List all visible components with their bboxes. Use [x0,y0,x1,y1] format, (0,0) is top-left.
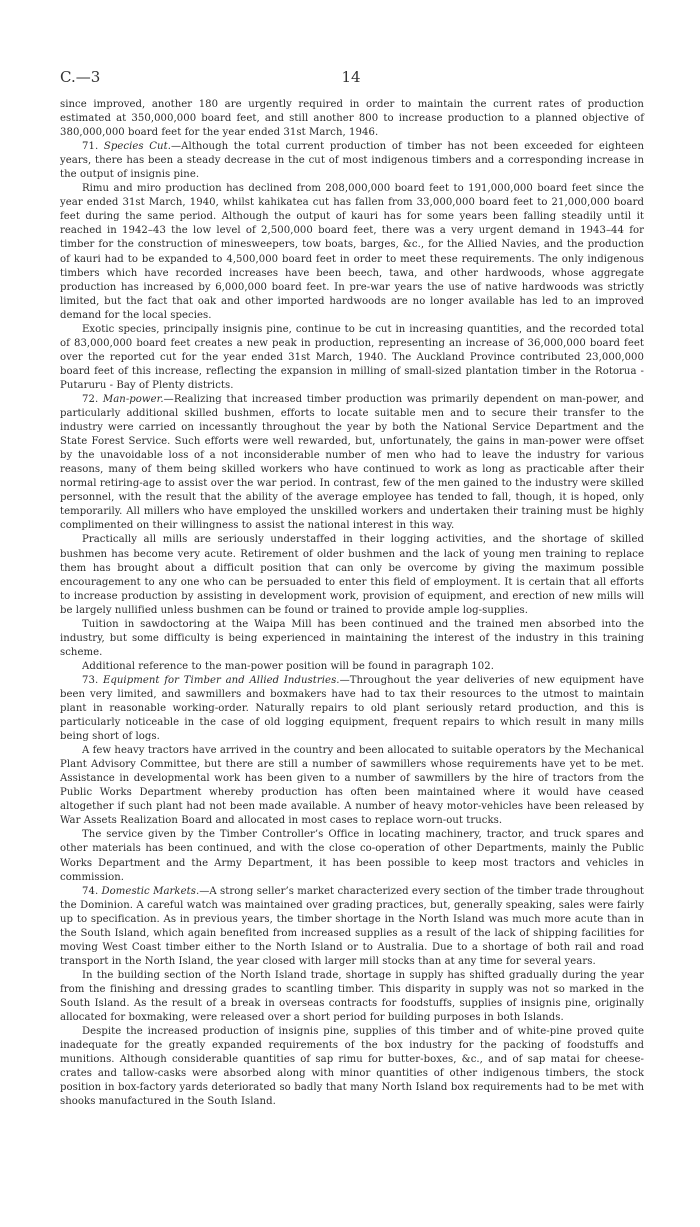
paragraph-74-domestic-markets: 74. Domestic Markets.—A strong seller’s market characterized every section of the timber trade throughout the Dominion. A careful watch was maintained over grading practices, but, generally speaking, sales were fairly up to specification. As in previous years, the timber shortage in the North Island was much more acute than in the South Island, which again benefited from increased supplies as a result of the lack of shipping facilities for moving West Coast timber either to the North Island or to Australia. Due to a shortage of both rail and road transport in the North Island, the year closed with larger mill stocks than at any time for several years. [60,885,644,967]
page-header [60,68,642,88]
section-title: Equipment for Timber and Allied Industries. [102,674,340,686]
section-title: Domestic Markets. [101,885,200,897]
body-text [60,98,644,1109]
page-number: 14 [341,68,361,86]
paragraph-71-species-cut: 71. Species Cut.—Although the total current production of timber has not been exceeded for eighteen years, there has been a steady decrease in the cut of most indigenous timbers and a corresponding increase in the output of insignis pine. [60,141,644,181]
paragraph-continued: since improved, another 180 are urgently required in order to maintain the current rates of production estimated at 350,000,000 board feet, and still another 800 to increase production to a planned objective of 380,000,000 board feet for the year ended 31st March, 1946. [60,99,644,139]
section-title: Species Cut. [103,141,171,153]
paragraph: Exotic species, principally insignis pine, continue to be cut in increasing quantities, and the recorded total of 83,000,000 board feet creates a new peak in production, representing an increase of 36,000,000 board feet over the reported cut for the year ended 31st March, 1940. The Auckland Province contributed 23,000,000 board feet of this increase, reflecting the expansion in milling of small-sized plantation timber in the Rotorua - Putaruru - Bay of Plenty districts. [60,323,644,391]
document-code: C.—3 [60,68,101,86]
paragraph: Rimu and miro production has declined from 208,000,000 board feet to 191,000,000 board feet since the year ended 31st March, 1940, whilst kahikatea cut has fallen from 33,000,000 board feet to 21,000,000 board feet during the same period. Although the output of kauri has for some years been falling steadily until it reached in 1942–43 the low level of 2,500,000 board feet, there was a very urgent demand in 1943–44 for timber for the construction of minesweepers, tow boats, barges, &c., for the Allied Navies, and the production of kauri had to be expanded to 4,500,000 board feet in order to meet these requirements. The only indigenous timbers which have recorded increases have been beech, tawa, and other hardwoods, whose aggregate production has increased by 6,000,000 board feet. In pre-war years the use of native hardwoods was strictly limited, but the fact that oak and other imported hardwoods are no longer available has led to an improved demand for the local species. [60,183,644,321]
section-title: Man-power. [102,393,164,405]
paragraph-72-man-power: 72. Man-power.—Realizing that increased timber production was primarily dependent on man-power, and particularly additional skilled bushmen, efforts to locate suitable men and to secure their transfer to the industry were carried on incessantly throughout the year by both the National Service Department and the State Forest Service. Such efforts were well rewarded, but, unfortunately, the gains in man-power were offset by the unavoidable loss of a not inconsiderable number of men who had to leave the industry for various reasons, many of them being skilled workers who have continued to work as long as practicable after their normal retiring-age to assist over the war period. In contrast, few of the men gained to the industry were skilled personnel, with the result that the ability of the average employee has tended to fall, though, it is hoped, only temporarily. All millers who have employed the unskilled workers and undertaken their training must be highly complimented on their willingness to assist the national interest in this way. [60,393,645,532]
paragraph: Additional reference to the man-power position will be found in paragraph 102. [82,660,494,672]
paragraph: Practically all mills are seriously understaffed in their logging activities, and the shortage of skilled bushmen has become very acute. Retirement of older bushmen and the lack of young men training to replace them has brought about a difficult position that can only be overcome by giving the maximum possible encouragement to any one who can be persuaded to enter this field of employment. It is certain that all efforts to increase production by assisting in development work, provision of equipment, and erection of new mills will be largely nullified unless bushmen can be found or trained to provide ample log-supplies. [60,534,644,616]
paragraph: A few heavy tractors have arrived in the country and been allocated to suitable operators by the Mechanical Plant Advisory Committee, but there are still a number of sawmillers whose requirements have yet to be met. Assistance in developmental work has been given to a number of sawmillers by the hire of tractors from the Public Works Department whereby production has often been maintained where it would have ceased altogether if such plant had not been made available. A number of heavy motor-vehicles have been released by War Assets Realization Board and allocated in most cases to replace worn-out trucks. [60,745,644,827]
paragraph: The service given by the Timber Controller’s Office in locating machinery, tractor, and truck spares and other materials has been continued, and with the close co-operation of other Departments, mainly the Public Works Department and the Army Department, it has been possible to keep most tractors and vehicles in commission. [60,829,644,883]
paragraph: In the building section of the North Island trade, shortage in supply has shifted gradually during the year from the finishing and dressing grades to scantling timber. This disparity in supply was not so marked in the South Island. As the result of a break in overseas contracts for foodstuffs, supplies of insignis pine, originally allocated for boxmaking, were released over a short period for building purposes in both Islands. [60,969,644,1024]
paragraph: Despite the increased production of insignis pine, supplies of this timber and of white-pine proved quite inadequate for the greatly expanded requirements of the box industry for the packing of foodstuffs and munitions. Although considerable quantities of sap rimu for butter-boxes, &c., and of sap matai for cheese-crates and tallow-casks were absorbed along with minor quantities of other indigenous timbers, the stock position in box-factory yards deteriorated so badly that many North Island box requirements had to be met with shooks manufactured in the South Island. [60,1026,644,1108]
paragraph: Tuition in sawdoctoring at the Waipa Mill has been continued and the trained men absorbed into the industry, but some difficulty is being experienced in maintaining the interest of the industry in this training scheme. [60,618,644,658]
paragraph-73-equipment: 73. Equipment for Timber and Allied Industries.—Throughout the year deliveries of new equipment have been very limited, and sawmillers and boxmakers have had to tax their resources to the utmost to maintain plant in reasonable working-order. Naturally repairs to old plant seriously retard production, and this is particularly noticeable in the case of old logging equipment, frequent repairs to which result in many mills being short of logs. [60,674,645,743]
